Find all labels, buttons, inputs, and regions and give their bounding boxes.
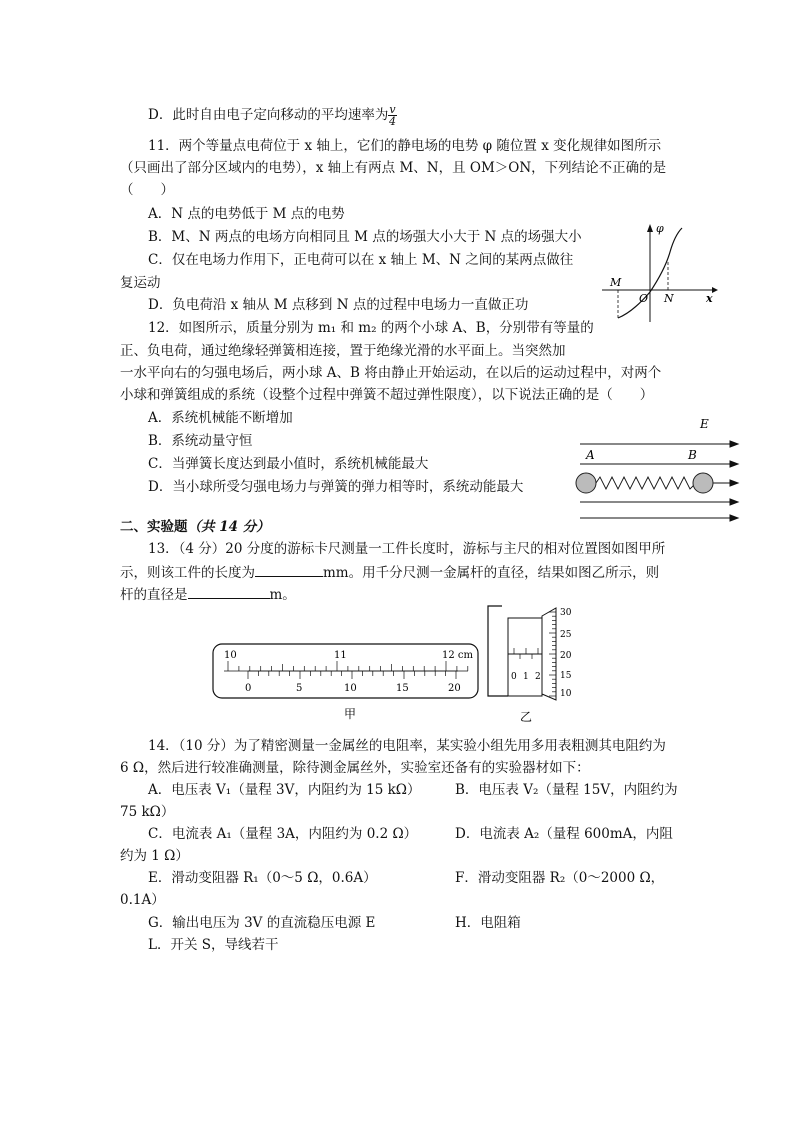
svg-text:10: 10 [344, 683, 357, 694]
label-m: M [610, 276, 622, 289]
q13-line2: 示，则该工件的长度为 mm。用千分尺测一金属杆的直径，结果如图乙所示，则 [120, 562, 659, 582]
q14-item-a: A．电压表 V₁（量程 3V，内阻约为 15 kΩ） [148, 782, 421, 798]
micrometer-figure [484, 604, 584, 726]
q12-option-c: C．当弹簧长度达到最小值时，系统机械能最大 [148, 456, 429, 472]
q11-option-a: A．N 点的电势低于 M 点的电势 [148, 206, 345, 222]
field-lines [580, 441, 738, 521]
micrometer-frame [488, 606, 508, 696]
label-a: A [586, 448, 595, 462]
x-axis-label: x [706, 292, 713, 305]
svg-text:25: 25 [560, 630, 572, 640]
svg-text:15: 15 [560, 671, 572, 681]
q14-item-g: G．输出电压为 3V 的直流稳压电源 E [148, 915, 376, 931]
q14-line1: 14．（10 分）为了精密测量一金属丝的电阻率，某实验小组先用多用表粗测其电阻约为 [148, 738, 666, 754]
q11-stem-line3: （ ） [120, 182, 174, 198]
main-scale [224, 650, 474, 671]
q12-option-b: B．系统动量守恒 [148, 433, 253, 449]
svg-text:30: 30 [560, 608, 572, 618]
q12-option-d: D．当小球所受匀强电场力与弹簧的弹力相等时，系统动能最大 [148, 479, 524, 495]
q12-field-figure [572, 414, 742, 526]
svg-text:20: 20 [448, 683, 461, 694]
q12-stem-line3: 一水平向右的匀强电场后，两小球 A、B 将由静止开始运动，在以后的运动过程中，对两个 [120, 365, 662, 381]
q11-option-c-line2: 复运动 [120, 275, 161, 291]
q13-line3: 杆的直径是 m。 [120, 584, 296, 604]
svg-text:0: 0 [245, 683, 252, 694]
q11-option-c-line1: C．仅在电场力作用下，正电荷可以在 x 轴上 M、N 之间的某两点做往 [148, 252, 574, 268]
vernier-caliper-figure [210, 640, 482, 720]
section-title: 二、实验题（共 14 分） [120, 519, 270, 535]
caliper-caption: 甲 [344, 707, 357, 720]
q14-item-h: H．电阻箱 [455, 915, 521, 931]
micrometer-caption: 乙 [520, 710, 533, 724]
svg-text:10: 10 [224, 650, 237, 661]
q11-potential-graph [600, 218, 720, 323]
label-e: E [700, 417, 709, 431]
label-n: N [664, 292, 674, 305]
svg-text:1: 1 [523, 672, 529, 682]
q11-option-b: B．M、N 两点的电场方向相同且 M 点的场强大小大于 N 点的场强大小 [148, 229, 582, 245]
svg-text:15: 15 [396, 683, 409, 694]
q14-item-l: L．开关 S，导线若干 [148, 937, 279, 953]
svg-text:12 cm: 12 cm [442, 650, 473, 661]
ball-a [576, 473, 596, 493]
q12-stem-line2: 正、负电荷，通过绝缘轻弹簧相连接，置于绝缘光滑的水平面上。当突然加 [120, 343, 566, 359]
q14-item-b-cont: 75 kΩ） [120, 804, 175, 820]
q14-line2: 6 Ω，然后进行较准确测量，除待测金属丝外，实验室还备有的实验器材如下： [120, 760, 590, 776]
q14-item-d-cont: 约为 1 Ω） [120, 848, 189, 864]
svg-text:10: 10 [560, 689, 572, 699]
phi-axis-label: φ [656, 222, 664, 235]
svg-text:20: 20 [560, 651, 572, 661]
q14-item-e: E．滑动变阻器 R₁（0～5 Ω，0.6A） [148, 870, 377, 886]
label-o: O [639, 292, 649, 305]
micrometer-sleeve [508, 618, 542, 696]
spring [596, 477, 696, 489]
q12-option-a: A．系统机械能不断增加 [148, 410, 293, 426]
q12-stem-line4: 小球和弹簧组成的系统（设整个过程中弹簧不超过弹性限度），以下说法正确的是（ ） [120, 387, 654, 403]
svg-text:11: 11 [334, 650, 347, 661]
q10-option-d: D．此时自由电子定向移动的平均速率为 $\frac{v}{4}$ [148, 103, 396, 128]
label-b: B [688, 448, 697, 462]
q14-item-d: D．电流表 A₂（量程 600mA，内阻 [455, 826, 673, 842]
q11-stem-line1: 11．两个等量点电荷位于 x 轴上，它们的静电场的电势 φ 随位置 x 变化规律如图所示 [148, 138, 662, 154]
q14-item-b: B．电压表 V₂（量程 15V，内阻约为 [455, 782, 678, 798]
svg-text:2: 2 [535, 672, 541, 682]
q11-option-d: D．负电荷沿 x 轴从 M 点移到 N 点的过程中电场力一直做正功 [148, 297, 529, 313]
q11-stem-line2: （只画出了部分区域内的电势），x 轴上有两点 M、N，且 OM＞ON，下列结论不正确的是 [120, 160, 667, 176]
q14-item-c: C．电流表 A₁（量程 3A，内阻约为 0.2 Ω） [148, 826, 418, 842]
svg-text:5: 5 [296, 683, 303, 694]
fraction-v-over-4: $\frac{v}{4}$ [388, 103, 396, 128]
vernier-scale [245, 671, 461, 694]
ball-b [693, 473, 713, 493]
q13-line1: 13．（4 分）20 分度的游标卡尺测量一工件长度时，游标与主尺的相对位置图如图甲所 [148, 541, 666, 557]
q14-item-f-cont: 0.1A） [120, 892, 165, 908]
q14-item-f: F．滑动变阻器 R₂（0～2000 Ω， [455, 870, 665, 886]
svg-text:0: 0 [511, 672, 517, 682]
q12-stem-line1: 12．如图所示，质量分别为 m₁ 和 m₂ 的两个小球 A、B，分别带有等量的 [148, 320, 594, 336]
answer-blank-length[interactable] [255, 562, 323, 577]
answer-blank-diameter[interactable] [188, 584, 270, 599]
